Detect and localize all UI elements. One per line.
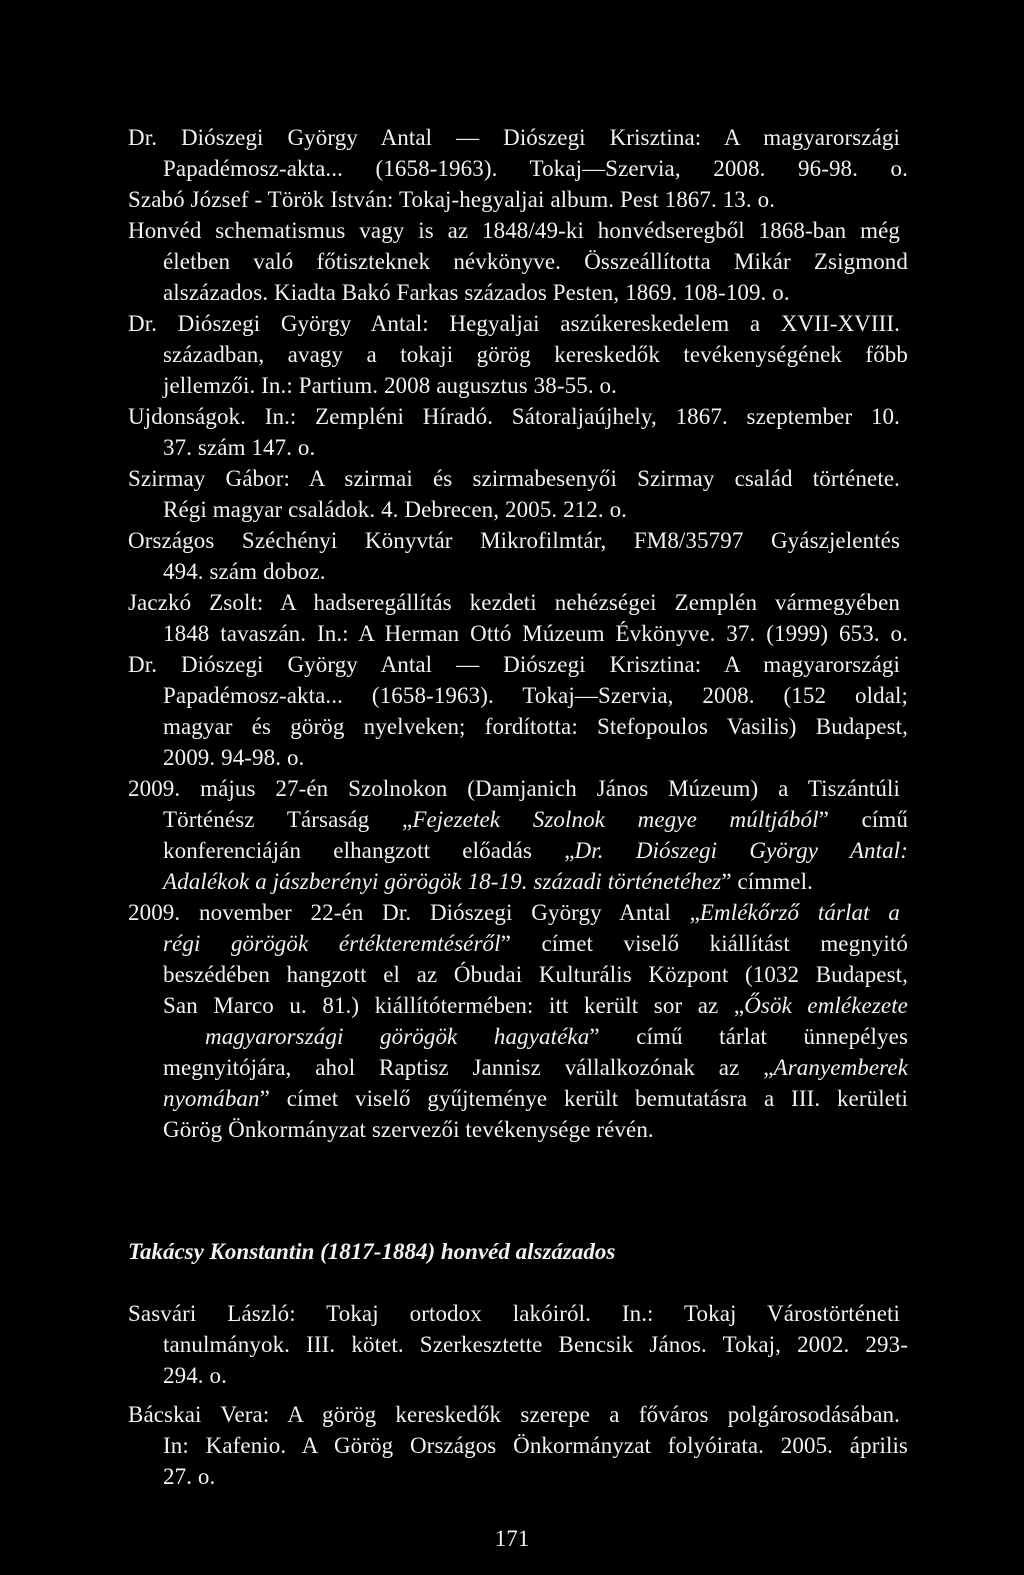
text-line: tanulmányok. III. kötet. Szerkesztette Bencsik János. Tokaj, 2002. 293-: [163, 1332, 908, 1357]
text-line: Dr. Diószegi György Antal: Hegyaljai aszúkereskedelem a XVII-XVIII.: [128, 311, 900, 336]
event-line: Történész Társaság „Fejezetek Szolnok megye múltjából” című: [163, 807, 908, 832]
text-line: Szabó József - Török István: Tokaj-hegyaljai album. Pest 1867. 13. o.: [128, 187, 776, 212]
text-line: 2009. 94-98. o.: [163, 745, 305, 770]
event-line: 2009. május 27-én Szolnokon (Damjanich János Múzeum) a Tiszántúli: [128, 776, 900, 801]
text-line: magyar és görög nyelveken; fordította: Stefopoulos Vasilis) Budapest,: [163, 714, 908, 739]
event-line: régi görögök értékteremtéséről” címet viselő kiállítást megnyitó: [163, 931, 908, 956]
text-line: Szirmay Gábor: A szirmai és szirmabesenyői Szirmay család története.: [128, 466, 900, 491]
text-line: században, avagy a tokaji görög kereskedők tevékenységének főbb: [163, 342, 908, 367]
text-line: Dr. Diószegi György Antal — Diószegi Krisztina: A magyarországi: [128, 125, 900, 150]
event-line: Görög Önkormányzat szervezői tevékenysége révén.: [163, 1117, 654, 1142]
section-heading: Takácsy Konstantin (1817-1884) honvéd alszázados: [128, 1239, 616, 1264]
text-line: 294. o.: [163, 1363, 227, 1388]
text-line: 1848 tavaszán. In.: A Herman Ottó Múzeum Évkönyve. 37. (1999) 653. o.: [163, 621, 908, 646]
text-line: 27. o.: [163, 1464, 216, 1489]
text-line: jellemzői. In.: Partium. 2008 augusztus 38-55. o.: [163, 373, 617, 398]
text-line: Sasvári László: Tokaj ortodox lakóiról. In.: Tokaj Várostörténeti: [128, 1301, 900, 1326]
text-line: Régi magyar családok. 4. Debrecen, 2005. 212. o.: [163, 497, 628, 522]
event-line: megnyitójára, ahol Raptisz Jannisz vállalkozónak az „Aranyemberek: [163, 1055, 908, 1080]
text-line: alszázados. Kiadta Bakó Farkas százados Pesten, 1869. 108-109. o.: [163, 280, 790, 305]
text-line: Papadémosz-akta... (1658-1963). Tokaj—Szervia, 2008. 96-98. o.: [163, 156, 908, 181]
text-line: 494. szám doboz.: [163, 559, 326, 584]
event-line: San Marco u. 81.) kiállítótermében: itt került sor az „Ősök emlékezete: [163, 993, 908, 1018]
text-line: Papadémosz-akta... (1658-1963). Tokaj—Szervia, 2008. (152 oldal;: [163, 683, 908, 708]
event-line: beszédében hangzott el az Óbudai Kulturális Központ (1032 Budapest,: [163, 962, 908, 987]
page-number: 171: [494, 1526, 530, 1551]
text-line: Ujdonságok. In.: Zempléni Híradó. Sátoraljaújhely, 1867. szeptember 10.: [128, 404, 900, 429]
text-line: 37. szám 147. o.: [163, 435, 316, 460]
event-line: magyarországi görögök hagyatéka” című tárlat ünnepélyes: [205, 1024, 909, 1049]
text-line: Honvéd schematismus vagy is az 1848/49-ki honvédseregből 1868-ban még: [128, 218, 900, 243]
event-line: konferenciáján elhangzott előadás „Dr. Diószegi György Antal:: [163, 838, 908, 863]
text-line: Bácskai Vera: A görög kereskedők szerepe a főváros polgárosodásában.: [128, 1402, 900, 1427]
event-line: Adalékok a jászberényi görögök 18-19. századi történetéhez” címmel.: [163, 869, 813, 894]
text-line: Dr. Diószegi György Antal — Diószegi Krisztina: A magyarországi: [128, 652, 900, 677]
event-line: 2009. november 22-én Dr. Diószegi György Antal „Emlékőrző tárlat a: [128, 900, 900, 925]
text-line: életben való főtiszteknek névkönyve. Összeállította Mikár Zsigmond: [163, 249, 908, 274]
text-line: In: Kafenio. A Görög Országos Önkormányzat folyóirata. 2005. április: [163, 1433, 908, 1458]
text-line: Országos Széchényi Könyvtár Mikrofilmtár, FM8/35797 Gyászjelentés: [128, 528, 900, 553]
text-line: Jaczkó Zsolt: A hadseregállítás kezdeti nehézségei Zemplén vármegyében: [128, 590, 900, 615]
event-line: nyomában” címet viselő gyűjteménye került bemutatásra a III. kerületi: [163, 1086, 908, 1111]
